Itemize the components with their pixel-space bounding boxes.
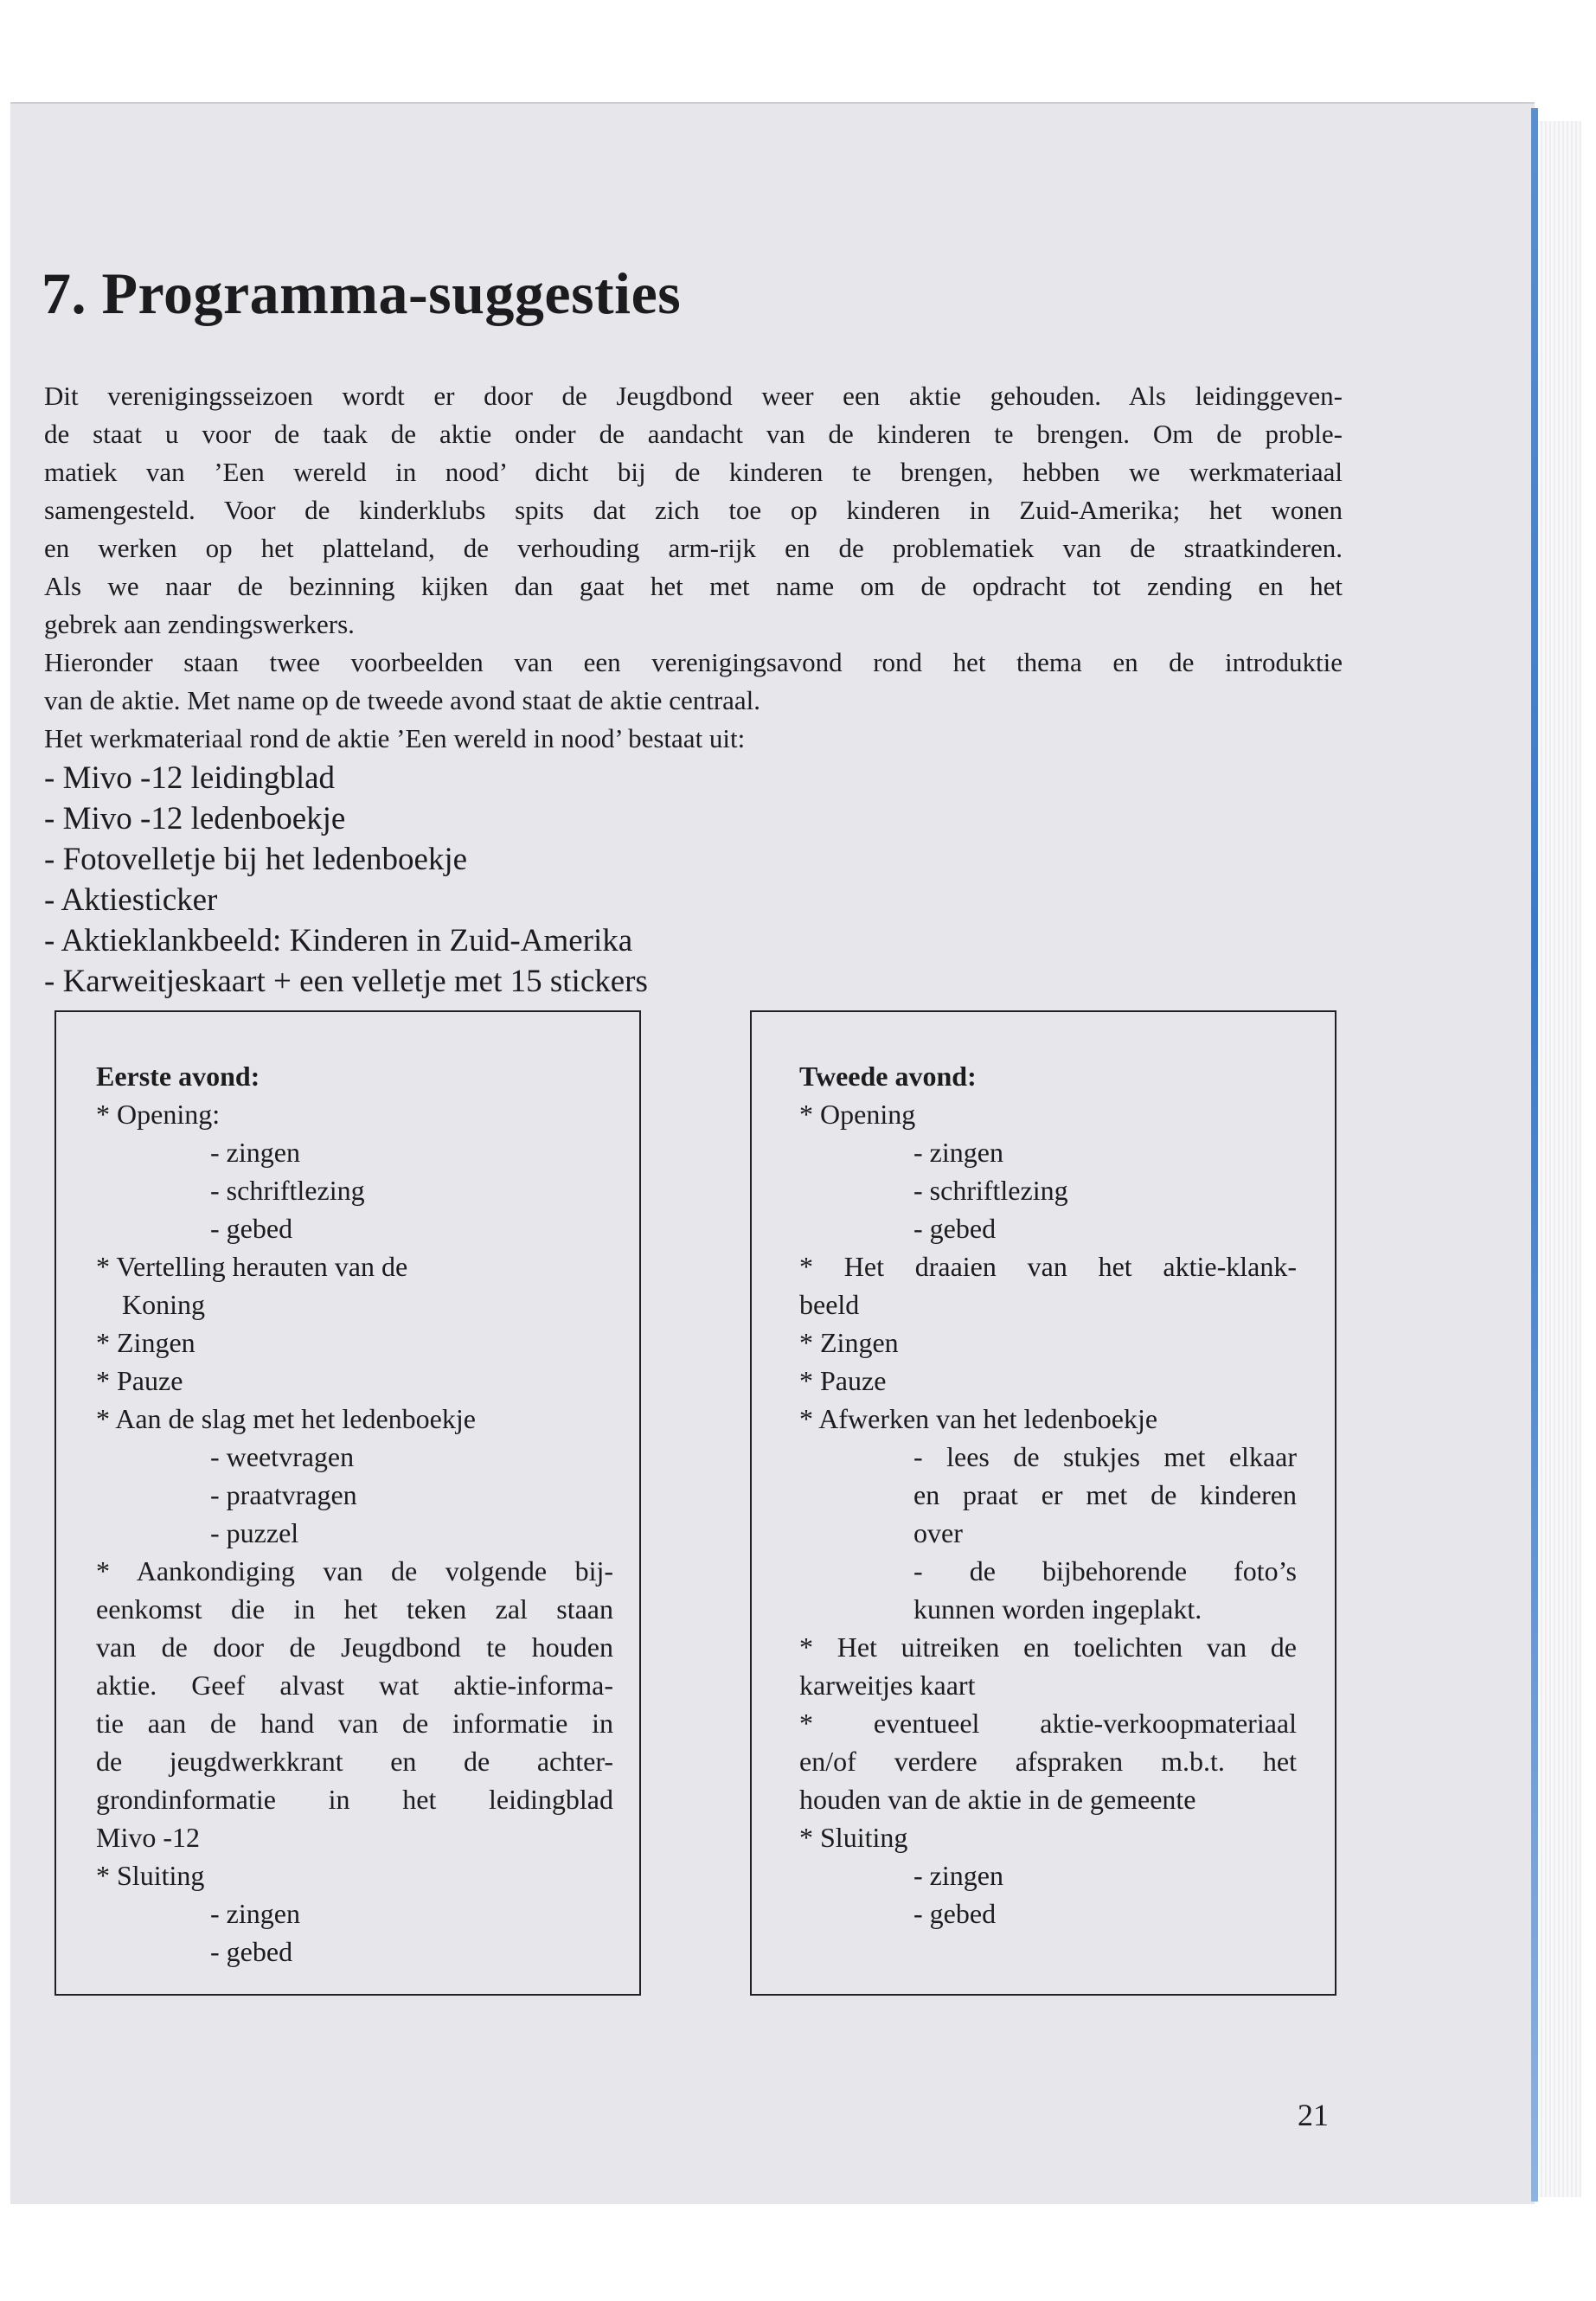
box-heading: Tweede avond: [799,1061,977,1092]
program-item: - lees de stukjes met elkaar [913,1441,1297,1472]
program-item: * Het uitreiken en toelichten van de [799,1631,1297,1663]
program-item: * Opening [799,1099,916,1130]
material-item: - Mivo -12 leidingblad [44,760,336,796]
program-item: houden van de aktie in de gemeente [799,1784,1196,1815]
program-item: - weetvragen [210,1441,355,1472]
program-item: * Sluiting [799,1822,908,1853]
paragraph-line: Hieronder staan twee voorbeelden van een verenigingsavond rond het thema en de introduktie [44,647,1343,677]
intro-text [44,377,1343,758]
program-item: * Opening: [96,1099,221,1130]
page-title: 7. Programma-suggesties [42,260,682,326]
box-heading: Eerste avond: [96,1061,260,1092]
paragraph-line: Als we naar de bezinning kijken dan gaat het met name om de opdracht tot zending en het [44,571,1343,601]
second-evening-box [750,1010,1336,1996]
program-item: * Sluiting [96,1860,205,1891]
program-item: en/of verdere afspraken m.b.t. het [799,1746,1297,1777]
paragraph-line: gebrek aan zendingswerkers. [44,609,355,639]
paragraph-line: Het werkmateriaal rond de aktie ’Een wereld in nood’ bestaat uit: [44,723,746,753]
material-item: - Mivo -12 ledenboekje [44,801,346,836]
program-item: tie aan de hand van de informatie in [96,1708,613,1739]
page-number: 21 [1298,2098,1329,2132]
program-item: - schriftlezing [913,1175,1068,1206]
program-item: - gebed [210,1213,293,1244]
page-edge-binding [1531,108,1538,2202]
program-item: - zingen [210,1137,300,1168]
materials-list [44,758,648,1002]
program-item: aktie. Geef alvast wat aktie-informa- [96,1670,613,1701]
program-item: * Aan de slag met het ledenboekje [96,1403,476,1434]
program-item: * Vertelling herauten van de [96,1251,408,1282]
program-item: * Zingen [799,1327,899,1358]
program-item: - zingen [210,1898,300,1929]
program-item: - gebed [210,1936,293,1967]
material-item: - Fotovelletje bij het ledenboekje [44,842,468,877]
program-item: grondinformatie in het leidingblad [96,1784,613,1815]
program-item: van de door de Jeugdbond te houden [96,1631,613,1663]
paragraph-line: en werken op het platteland, de verhouding arm-rijk en de problematiek van de straatkinderen. [44,533,1343,563]
material-item: - Aktieklankbeeld: Kinderen in Zuid-Amerika [44,923,633,958]
program-item: Mivo -12 [96,1822,200,1853]
program-item: de jeugdwerkkrant en de achter- [96,1746,613,1777]
program-item: - zingen [913,1137,1003,1168]
program-item: * eventueel aktie-verkoopmateriaal [799,1708,1297,1739]
program-item: en praat er met de kinderen [913,1479,1297,1510]
program-item: - de bijbehorende foto’s [913,1555,1297,1586]
program-item: eenkomst die in het teken zal staan [96,1593,613,1625]
material-item: - Aktiesticker [44,882,218,918]
page-edge-stack [1538,121,1581,2197]
paragraph-line: Dit verenigingsseizoen wordt er door de Jeugdbond weer een aktie gehouden. Als leidinggeven- [44,381,1343,411]
program-item: over [913,1517,963,1548]
paragraph-line: samengesteld. Voor de kinderklubs spits dat zich toe op kinderen in Zuid-Amerika; het wonen [44,495,1343,525]
first-evening-box [54,1010,641,1996]
program-item: * Zingen [96,1327,195,1358]
paragraph-line: de staat u voor de taak de aktie onder de aandacht van de kinderen te brengen. Om de proble- [44,419,1343,449]
program-item: - gebed [913,1213,997,1244]
program-item: - schriftlezing [210,1175,365,1206]
program-item: * Pauze [799,1365,887,1396]
program-item: - puzzel [210,1517,299,1548]
program-item: kunnen worden ingeplakt. [913,1593,1202,1625]
paragraph-line: van de aktie. Met name op de tweede avond staat de aktie centraal. [44,685,761,715]
program-item: - praatvragen [210,1479,357,1510]
program-item: beeld [799,1289,860,1320]
program-item: Koning [122,1289,205,1320]
program-item: - zingen [913,1860,1003,1891]
paragraph-line: matiek van ’Een wereld in nood’ dicht bij de kinderen te brengen, hebben we werkmateriaal [44,457,1343,487]
program-item: * Het draaien van het aktie-klank- [799,1251,1297,1282]
program-item: * Aankondiging van de volgende bij- [96,1555,613,1586]
program-item: - gebed [913,1898,997,1929]
program-item: karweitjes kaart [799,1670,976,1701]
program-item: * Pauze [96,1365,183,1396]
material-item: - Karweitjeskaart + een velletje met 15 stickers [44,964,648,999]
program-item: * Afwerken van het ledenboekje [799,1403,1158,1434]
